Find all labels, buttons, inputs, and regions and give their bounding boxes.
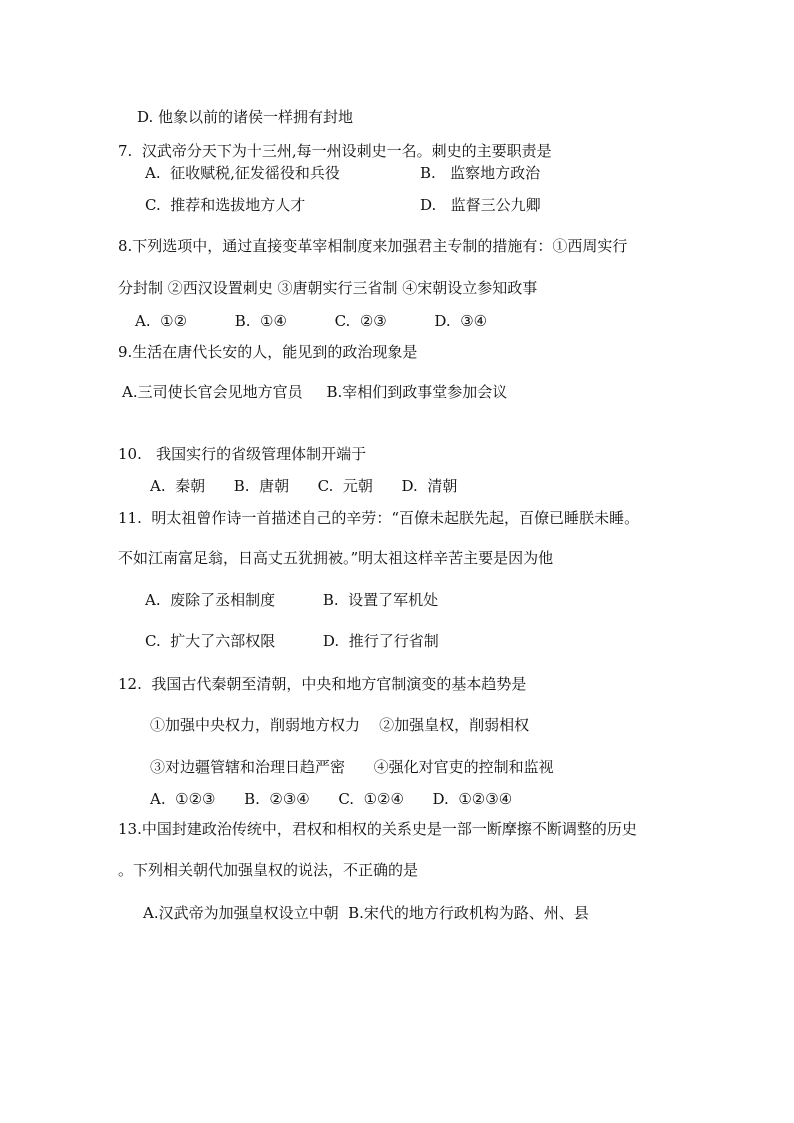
question-13-stem-line-2: 。下列相关朝代加强皇权的说法，不正确的是 — [118, 861, 419, 879]
question-12-items-1-2: ①加强中央权力，削弱地方权力 ②加强皇权，削弱相权 — [150, 716, 530, 734]
question-7-option-b: B. 监察地方政治 — [420, 164, 541, 182]
question-8-options: A. ①② B. ①④ C. ②③ D. ③④ — [135, 312, 488, 330]
question-12-stem: 12. 我国古代秦朝至清朝，中央和地方官制演变的基本趋势是 — [118, 675, 527, 693]
question-7-option-c: C. 推荐和选拔地方人才 — [145, 196, 306, 214]
question-11-stem-line-2: 不如江南富足翁，日高丈五犹拥被。”明太祖这样辛苦主要是因为他 — [118, 549, 554, 567]
question-13-options-ab: A.汉武帝为加强皇权设立中朝 B.宋代的地方行政机构为路、州、县 — [143, 904, 589, 922]
question-10-stem: 10. 我国实行的省级管理体制开端于 — [118, 445, 367, 463]
question-9-options: A.三司使长官会见地方官员 B.宰相们到政事堂参加会议 — [122, 383, 508, 401]
question-10-options: A. 秦朝 B. 唐朝 C. 元朝 D. 清朝 — [150, 477, 458, 495]
question-8-stem-line-2: 分封制 ②西汉设置刺史 ③唐朝实行三省制 ④宋朝设立参知政事 — [118, 279, 538, 297]
question-8-stem-line-1: 8.下列选项中，通过直接变革宰相制度来加强君主专制的措施有：①西周实行 — [118, 237, 628, 255]
question-7-stem: 7. 汉武帝分天下为十三州,每一州设刺史一名。刺史的主要职责是 — [118, 142, 552, 160]
question-11-options-cd: C. 扩大了六部权限 D. 推行了行省制 — [145, 632, 439, 650]
question-11-stem-line-1: 11. 明太祖曾作诗一首描述自己的辛劳：“百僚未起朕先起，百僚已睡朕未睡。 — [118, 509, 640, 527]
question-9-stem: 9.生活在唐代长安的人，能见到的政治现象是 — [118, 343, 418, 361]
question-7-option-a: A. 征收赋税,征发徭役和兵役 — [145, 164, 340, 182]
question-12-options: A. ①②③ B. ②③④ C. ①②④ D. ①②③④ — [150, 790, 513, 808]
question-11-options-ab: A. 废除了丞相制度 B. 设置了军机处 — [145, 591, 439, 609]
question-6-option-d: D. 他象以前的诸侯一样拥有封地 — [137, 108, 354, 126]
question-12-items-3-4: ③对边疆管辖和治理日趋严密 ④强化对官吏的控制和监视 — [150, 758, 554, 776]
question-7-option-d: D. 监督三公九卿 — [420, 196, 541, 214]
question-13-stem-line-1: 13.中国封建政治传统中，君权和相权的关系史是一部一断摩擦不断调整的历史 — [118, 820, 637, 838]
